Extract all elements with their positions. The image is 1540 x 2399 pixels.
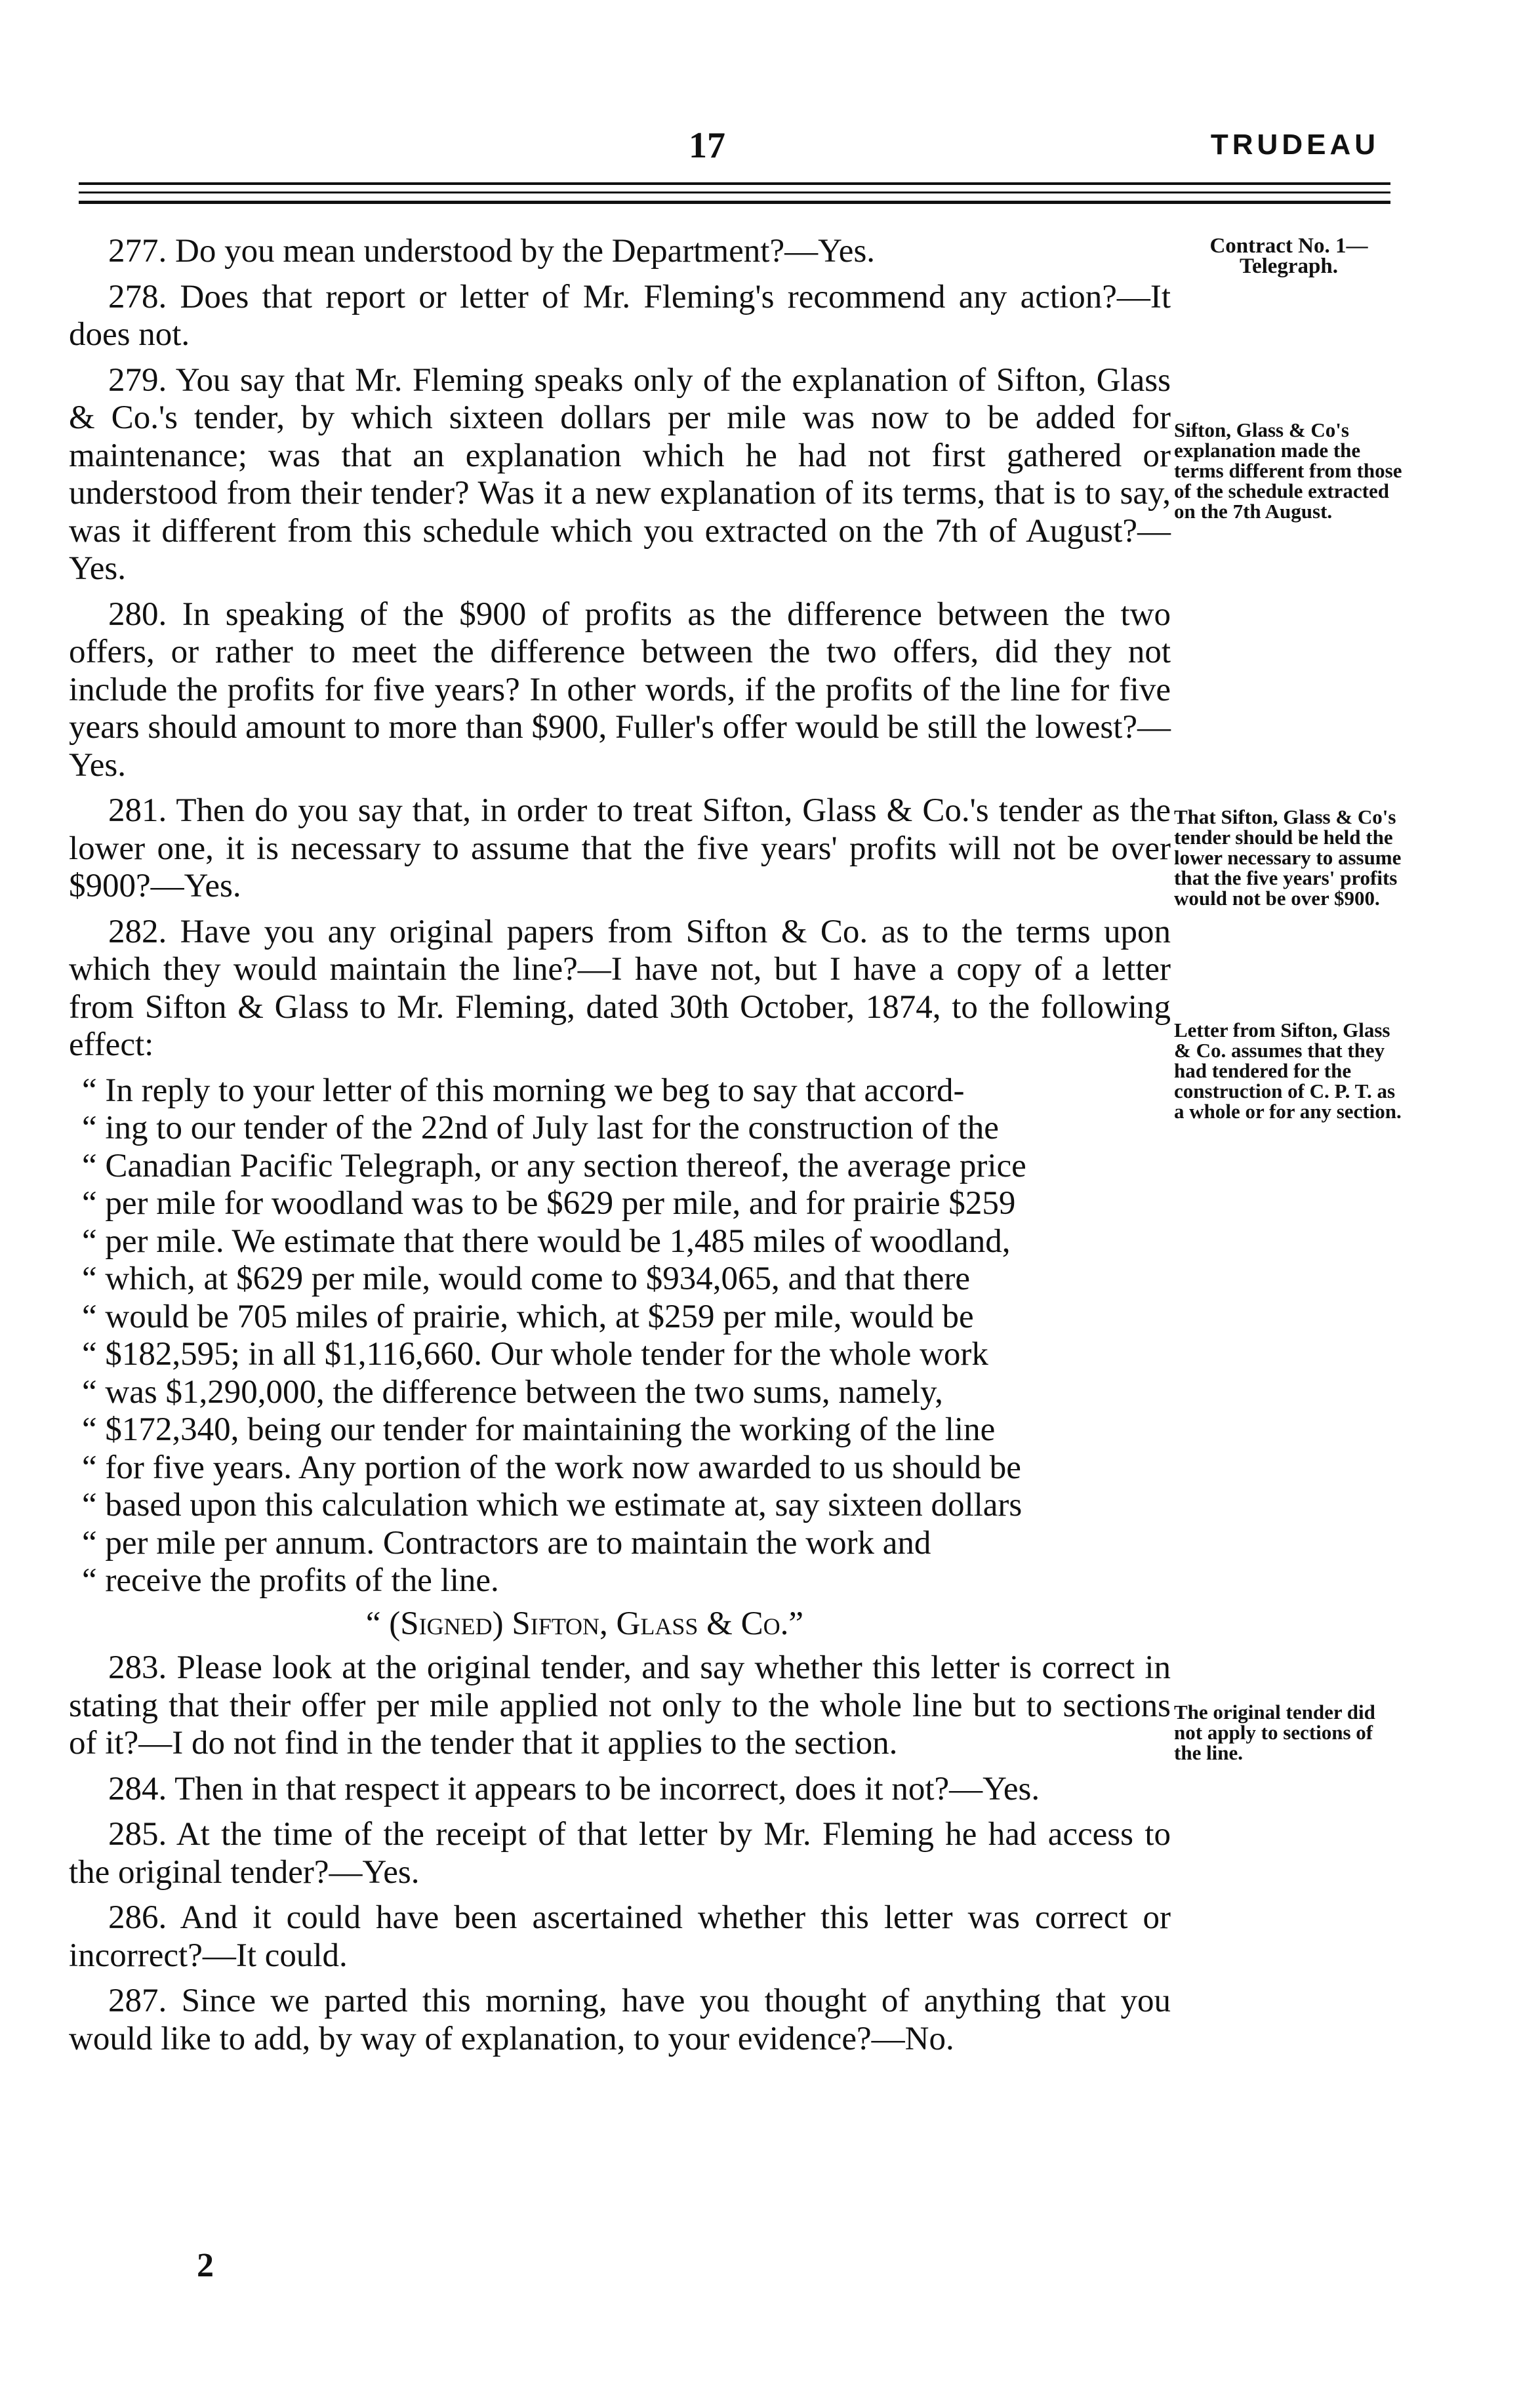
paragraph-280: 280. In speaking of the $900 of profits as the difference between the two offers, or rather to meet the difference between the two offers, did they not include the profits for five years? In other words, if the profits of the line for five years should amount to more than $900, Fuller's offer would be still the lowest?—Yes. [69,595,1171,784]
quote-line: “ per mile for woodland was to be $629 per mile, and for prairie $259 [82,1185,1016,1222]
paragraph-281: 281. Then do you say that, in order to treat Sifton, Glass & Co.'s tender as the lower one, it is necessary to assume that the five years' profits will not be over $900?—Yes. [69,792,1171,904]
header-rule [79,182,1390,185]
quote-line: “ for five years. Any portion of the work now awarded to us should be [82,1449,1021,1486]
quote-line: “ per mile. We estimate that there would be 1,485 miles of woodland, [82,1222,1011,1260]
margin-note-letter: Letter from Sifton, Glass & Co. assumes that they had tendered for the construction of C. P. T. as a whole or for any section. [1174,1018,1402,1123]
quote-line: “ $172,340, being our tender for maintaining the working of the line [82,1411,996,1448]
margin-note-original-tender: The original tender did not apply to sections of the line. [1174,1701,1375,1764]
paragraph-284: 284. Then in that respect it appears to be incorrect, does it not?—Yes. [108,1770,1040,1807]
quote-line: “ would be 705 miles of prairie, which, at $259 per mile, would be [82,1298,974,1335]
margin-note-tender-lower: That Sifton, Glass & Co's tender should be held the lower necessary to assume that the five years' profits would not be over $900. [1174,805,1402,910]
letter-signature: “ (Signed) Sifton, Glass & Co.” [365,1605,803,1642]
margin-note-explanation: Sifton, Glass & Co's explanation made the terms different from those of the schedule extracted on the 7th August. [1174,418,1402,523]
body-text [69,233,1171,2066]
paragraph-285: 285. At the time of the receipt of that letter by Mr. Fleming he had access to the original tender?—Yes. [69,1816,1171,1891]
quote-line: “ was $1,290,000, the difference between the two sums, namely, [82,1373,943,1411]
signature-mark: 2 [197,2247,214,2284]
page-number: 17 [689,125,725,166]
quote-line: “ receive the profits of the line. [82,1562,499,1599]
quote-line: “ based upon this calculation which we estimate at, say sixteen dollars [82,1487,1023,1523]
paragraph-277: 277. Do you mean understood by the Department?—Yes. [108,233,876,270]
quote-line: “ which, at $629 per mile, would come to $934,065, and that there [82,1260,970,1297]
quote-line: “ Canadian Pacific Telegraph, or any section thereof, the average price [82,1147,1026,1184]
quote-line: “ per mile per annum. Contractors are to maintain the work and [82,1524,931,1562]
header-rule [79,192,1390,193]
paragraph-286: 286. And it could have been ascertained whether this letter was correct or incorrect?—It could. [69,1899,1171,1974]
paragraph-279: 279. You say that Mr. Fleming speaks only of the explanation of Sifton, Glass & Co.'s tender, by which sixteen dollars per mile was now to be added for maintenance; was that an explanation which he had not first gathered or understood from their tender? Was it a new explanation of its terms, that is to say, was it different from this schedule which you extracted on the 7th of August?—Yes. [69,361,1171,587]
paragraph-282: 282. Have you any original papers from Sifton & Co. as to the terms upon which they would maintain the line?—I have not, but I have a copy of a letter from Sifton & Glass to Mr. Fleming, dated 30th October, 1874, to the following effect: [69,913,1171,1063]
quote-line: “ In reply to your letter of this morning we beg to say that accord- [82,1072,965,1109]
paragraph-278: 278. Does that report or letter of Mr. Fleming's recommend any action?—It does not. [69,278,1171,353]
running-head: TRUDEAU [1210,129,1379,161]
paragraph-283: 283. Please look at the original tender, and say whether this letter is correct in stating that their offer per mile applied not only to the whole line but to sections of it?—I do not find in the tender that it applies to the section. [69,1649,1171,1762]
quoted-letter [69,1072,1171,1600]
header-rule [79,201,1390,204]
quote-line: “ $182,595; in all $1,116,660. Our whole tender for the whole work [82,1336,988,1373]
paragraph-287: 287. Since we parted this morning, have you thought of anything that you would like to add, by way of explanation, to your evidence?—No. [69,1983,1171,2057]
quote-line: “ ing to our tender of the 22nd of July last for the construction of the [82,1110,999,1146]
margin-note-contract: Contract No. 1—Telegraph. [1209,234,1368,278]
